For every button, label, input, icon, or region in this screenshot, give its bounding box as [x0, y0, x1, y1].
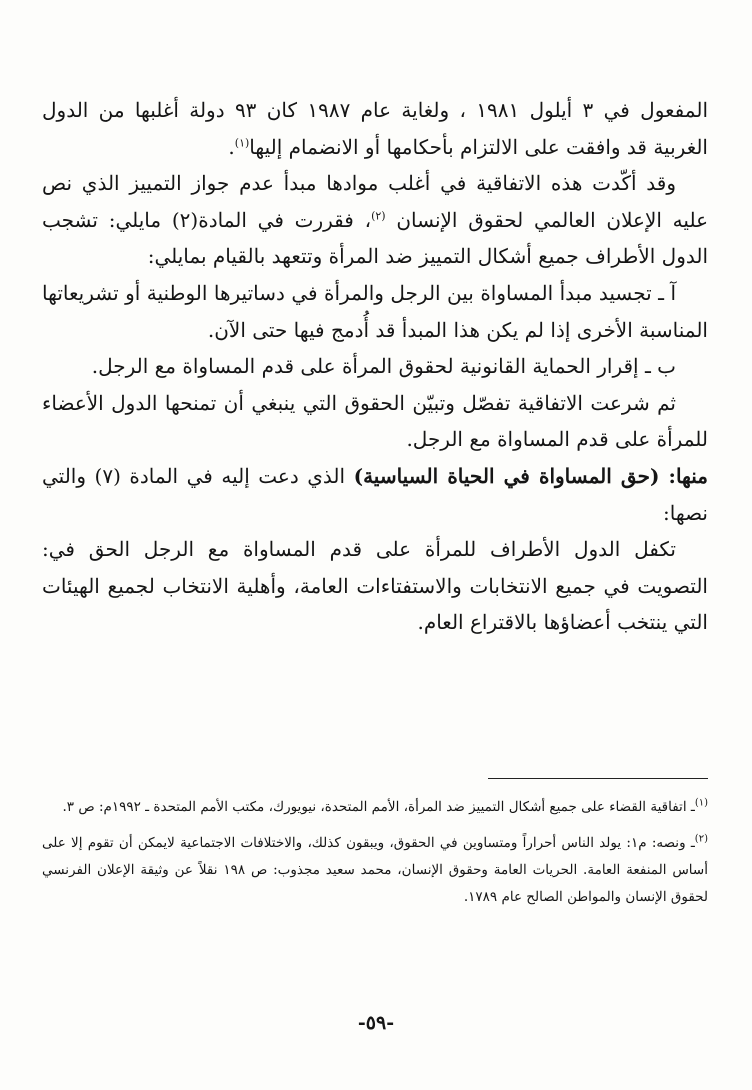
paragraph-7: تكفل الدول الأطراف للمرأة على قدم المساواة مع الرجل الحق في: التصويت في جميع الانتخابات والاستفتاءات العامة، وأهلية الانتخاب لجميع الهيئات التي ينتخب أعضاؤها بالاقتراع العام.: [42, 537, 708, 635]
footnotes: [42, 794, 708, 920]
footnote-1-text: ـ اتفاقية القضاء على جميع أشكال التمييز ضد المرأة، الأمم المتحدة، نيويورك، مكتب الأمم المتحدة ـ ١٩٩٢م: ص ٣.: [62, 799, 695, 815]
footnote-ref-2: (٢): [371, 209, 386, 223]
paragraph-2-text-a: وقد أكّدت هذه الاتفاقية في أغلب موادها مبدأ عدم جواز التمييز الذي نص عليه الإعلان العالمي لحقوق الإنسان: [42, 171, 708, 232]
paragraph-2-text-b: ، فقررت في المادة(٢) مايلي: تشجب الدول الأطراف جميع أشكال التمييز ضد المرأة وتتعهد بالقيام بمايلي:: [42, 207, 708, 269]
paragraph-2: [42, 165, 708, 275]
footnote-1-marker: (١): [694, 797, 708, 809]
paragraph-1-end: .: [228, 134, 235, 159]
footnote-2-text: ـ ونصه: م١: يولد الناس أحراراً ومتساوين في الحقوق، ويبقون كذلك، والاختلافات الاجتماعية لايمكن أن تقوم إلا على أساس المنفعة العامة. الحريات العامة وحقوق الإنسان، محمد سعيد مجذوب: ص ١٩٨ نقلاً عن وثيقة الإعلان الفرنسي لحقوق الإنسان والمواطن الصالح عام ١٧٨٩.: [42, 835, 708, 905]
paragraph-5: ثم شرعت الاتفاقية تفصّل وتبيّن الحقوق التي ينبغي أن تمنحها الدول الأعضاء للمرأة على قدم المساواة مع الرجل.: [42, 390, 708, 452]
paragraph-3: آ ـ تجسيد مبدأ المساواة بين الرجل والمرأة في دساتيرها الوطنية أو تشريعاتها المناسبة الأخرى إذا لم يكن هذا المبدأ قد أُدمج فيها حتى الآن.: [42, 280, 708, 342]
footnote-2-marker: (٢): [694, 833, 708, 845]
body-text: [42, 92, 708, 641]
paragraph-4: ب ـ إقرار الحماية القانونية لحقوق المرأة على قدم المساواة مع الرجل.: [91, 354, 676, 379]
page-number: -٥٩-: [357, 1012, 395, 1034]
paragraph-1-text: المفعول في ٣ أيلول ١٩٨١ ، ولغاية عام ١٩٨٧ كان ٩٣ دولة أغلبها من الدول الغربية قد وافقت على الالتزام بأحكامها أو الانضمام إليها: [42, 98, 708, 159]
paragraph-6-heading: منها: (حق المساواة في الحياة السياسية): [353, 463, 709, 488]
paragraph-6-text: الذي دعت إليه في المادة (٧) والتي نصها:: [42, 463, 708, 525]
footnote-1: [42, 794, 708, 821]
paragraph-1: [42, 92, 708, 165]
paragraph-6: [42, 458, 708, 531]
footnote-ref-1: (١): [234, 135, 250, 149]
footnote-separator: [488, 778, 708, 779]
footnote-2: [42, 830, 708, 911]
